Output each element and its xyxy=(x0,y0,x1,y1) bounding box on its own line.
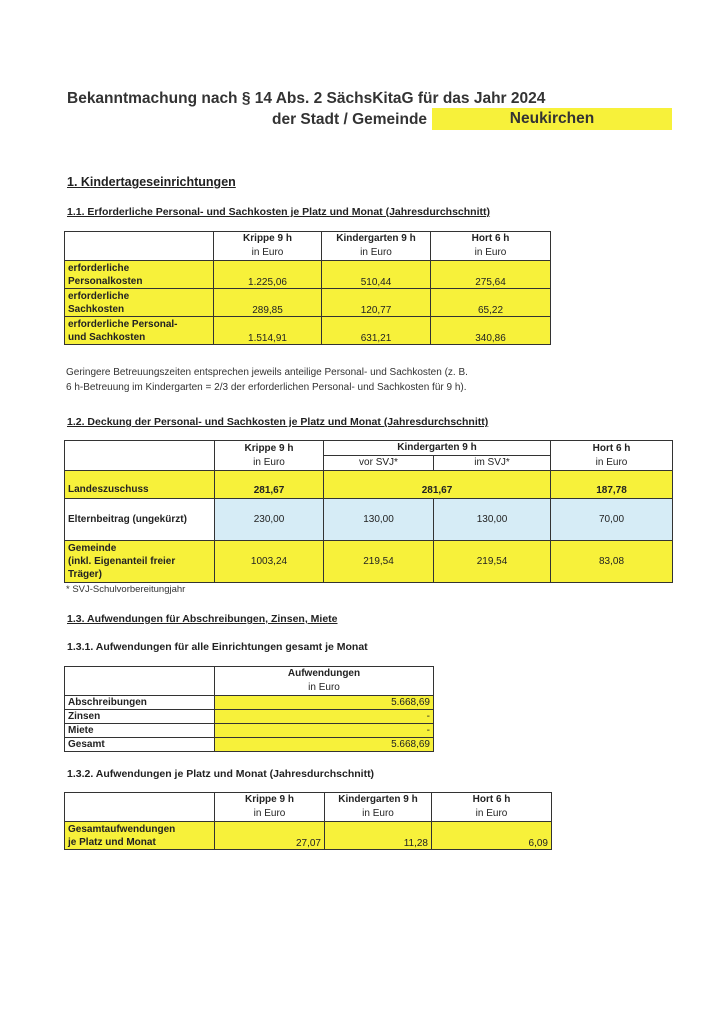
row-label: erforderliche Sachkosten xyxy=(65,289,214,317)
cell-value: 70,00 xyxy=(551,499,673,541)
cell-value: 130,00 xyxy=(324,499,434,541)
cell-value: 289,85 xyxy=(214,289,322,317)
cell-value: 130,00 xyxy=(434,499,551,541)
table-row xyxy=(65,289,551,317)
cost-table xyxy=(64,231,551,345)
subheader-im-svj: im SVJ* xyxy=(434,456,551,471)
table-row xyxy=(65,471,673,499)
column-header-krippe: Krippe 9 h in Euro xyxy=(214,232,322,261)
expenses-table-corner xyxy=(65,667,215,696)
row-label: Gesamtaufwendungen je Platz und Monat xyxy=(65,822,215,850)
cost-table-header xyxy=(65,232,551,261)
table-row xyxy=(65,724,434,738)
cell-value: 340,86 xyxy=(431,317,551,345)
section-heading-1-3-2: 1.3.2. Aufwendungen je Platz und Monat (Jahresdurchschnitt) xyxy=(67,768,375,780)
table-row xyxy=(65,261,551,289)
cell-value: 187,78 xyxy=(551,471,673,499)
cell-value: 219,54 xyxy=(434,541,551,583)
cost-note: Geringere Betreuungszeiten entsprechen jeweils anteilige Personal- und Sachkosten (z. B. 6 h-Betreuung im Kindergarten = 2/3 der erforderlichen Personal- und Sachkosten für 9 h). xyxy=(66,367,468,393)
row-label: Gesamt xyxy=(65,738,215,752)
row-label: Landeszuschuss xyxy=(65,471,215,499)
column-header-hort: Hort 6 h in Euro xyxy=(432,793,552,822)
cost-table-corner xyxy=(65,232,214,261)
expenses-header xyxy=(65,667,434,696)
cell-value: - xyxy=(215,724,434,738)
subheader-vor-svj: vor SVJ* xyxy=(324,456,434,471)
row-label: Zinsen xyxy=(65,710,215,724)
row-label: Gemeinde (inkl. Eigenanteil freier Träger) xyxy=(65,541,215,583)
row-label: Abschreibungen xyxy=(65,696,215,710)
column-header-kindergarten: Kindergarten 9 h in Euro xyxy=(322,232,431,261)
column-header-aufwendungen: Aufwendungen in Euro xyxy=(215,667,434,696)
coverage-header-row xyxy=(65,441,673,456)
column-header-hort: Hort 6 h in Euro xyxy=(551,441,673,471)
cell-value: 631,21 xyxy=(322,317,431,345)
cell-value: 281,67 xyxy=(215,471,324,499)
coverage-table xyxy=(64,440,673,583)
column-header-hort: Hort 6 h in Euro xyxy=(431,232,551,261)
table-row xyxy=(65,499,673,541)
coverage-table-corner xyxy=(65,441,215,471)
document-title: Bekanntmachung nach § 14 Abs. 2 SächsKitaG für das Jahr 2024 xyxy=(67,90,546,107)
per-place-header xyxy=(65,793,552,822)
cell-value: 230,00 xyxy=(215,499,324,541)
cell-value: 65,22 xyxy=(431,289,551,317)
row-label: Miete xyxy=(65,724,215,738)
cell-value: 11,28 xyxy=(325,822,432,850)
cell-value: 5.668,69 xyxy=(215,696,434,710)
column-header-kindergarten: Kindergarten 9 h xyxy=(324,441,551,456)
cell-value: 1003,24 xyxy=(215,541,324,583)
per-place-table-corner xyxy=(65,793,215,822)
row-label: erforderliche Personalkosten xyxy=(65,261,214,289)
section-heading-1-3: 1.3. Aufwendungen für Abschreibungen, Zinsen, Miete xyxy=(67,613,338,625)
column-header-kindergarten: Kindergarten 9 h in Euro xyxy=(325,793,432,822)
cell-value: 83,08 xyxy=(551,541,673,583)
section-heading-1-3-1: 1.3.1. Aufwendungen für alle Einrichtungen gesamt je Monat xyxy=(67,641,368,653)
section-heading-1-1: 1.1. Erforderliche Personal- und Sachkosten je Platz und Monat (Jahresdurchschnitt) xyxy=(67,206,491,218)
cell-value: 281,67 xyxy=(324,471,551,499)
cell-value: 120,77 xyxy=(322,289,431,317)
table-row xyxy=(65,541,673,583)
table-row xyxy=(65,822,552,850)
cell-value: 5.668,69 xyxy=(215,738,434,752)
cell-value: 27,07 xyxy=(215,822,325,850)
cell-value: 1.225,06 xyxy=(214,261,322,289)
expenses-table xyxy=(64,666,434,752)
table-row xyxy=(65,710,434,724)
municipality-label: der Stadt / Gemeinde xyxy=(272,111,428,128)
cell-value: 510,44 xyxy=(322,261,431,289)
municipality-name: Neukirchen xyxy=(509,110,595,127)
svj-footnote: * SVJ-Schulvorbereitungjahr xyxy=(66,584,186,595)
cell-value: - xyxy=(215,710,434,724)
column-header-krippe: Krippe 9 h in Euro xyxy=(215,793,325,822)
table-row xyxy=(65,696,434,710)
row-label: erforderliche Personal- und Sachkosten xyxy=(65,317,214,345)
column-header-krippe: Krippe 9 h in Euro xyxy=(215,441,324,471)
section-heading-1: 1. Kindertageseinrichtungen xyxy=(67,175,236,189)
table-row xyxy=(65,317,551,345)
cell-value: 275,64 xyxy=(431,261,551,289)
row-label: Elternbeitrag (ungekürzt) xyxy=(65,499,215,541)
cell-value: 219,54 xyxy=(324,541,434,583)
table-row xyxy=(65,738,434,752)
cell-value: 6,09 xyxy=(432,822,552,850)
section-heading-1-2: 1.2. Deckung der Personal- und Sachkosten je Platz und Monat (Jahresdurchschnitt) xyxy=(67,416,489,428)
municipality-box xyxy=(432,108,672,130)
cell-value: 1.514,91 xyxy=(214,317,322,345)
per-place-table xyxy=(64,792,552,850)
